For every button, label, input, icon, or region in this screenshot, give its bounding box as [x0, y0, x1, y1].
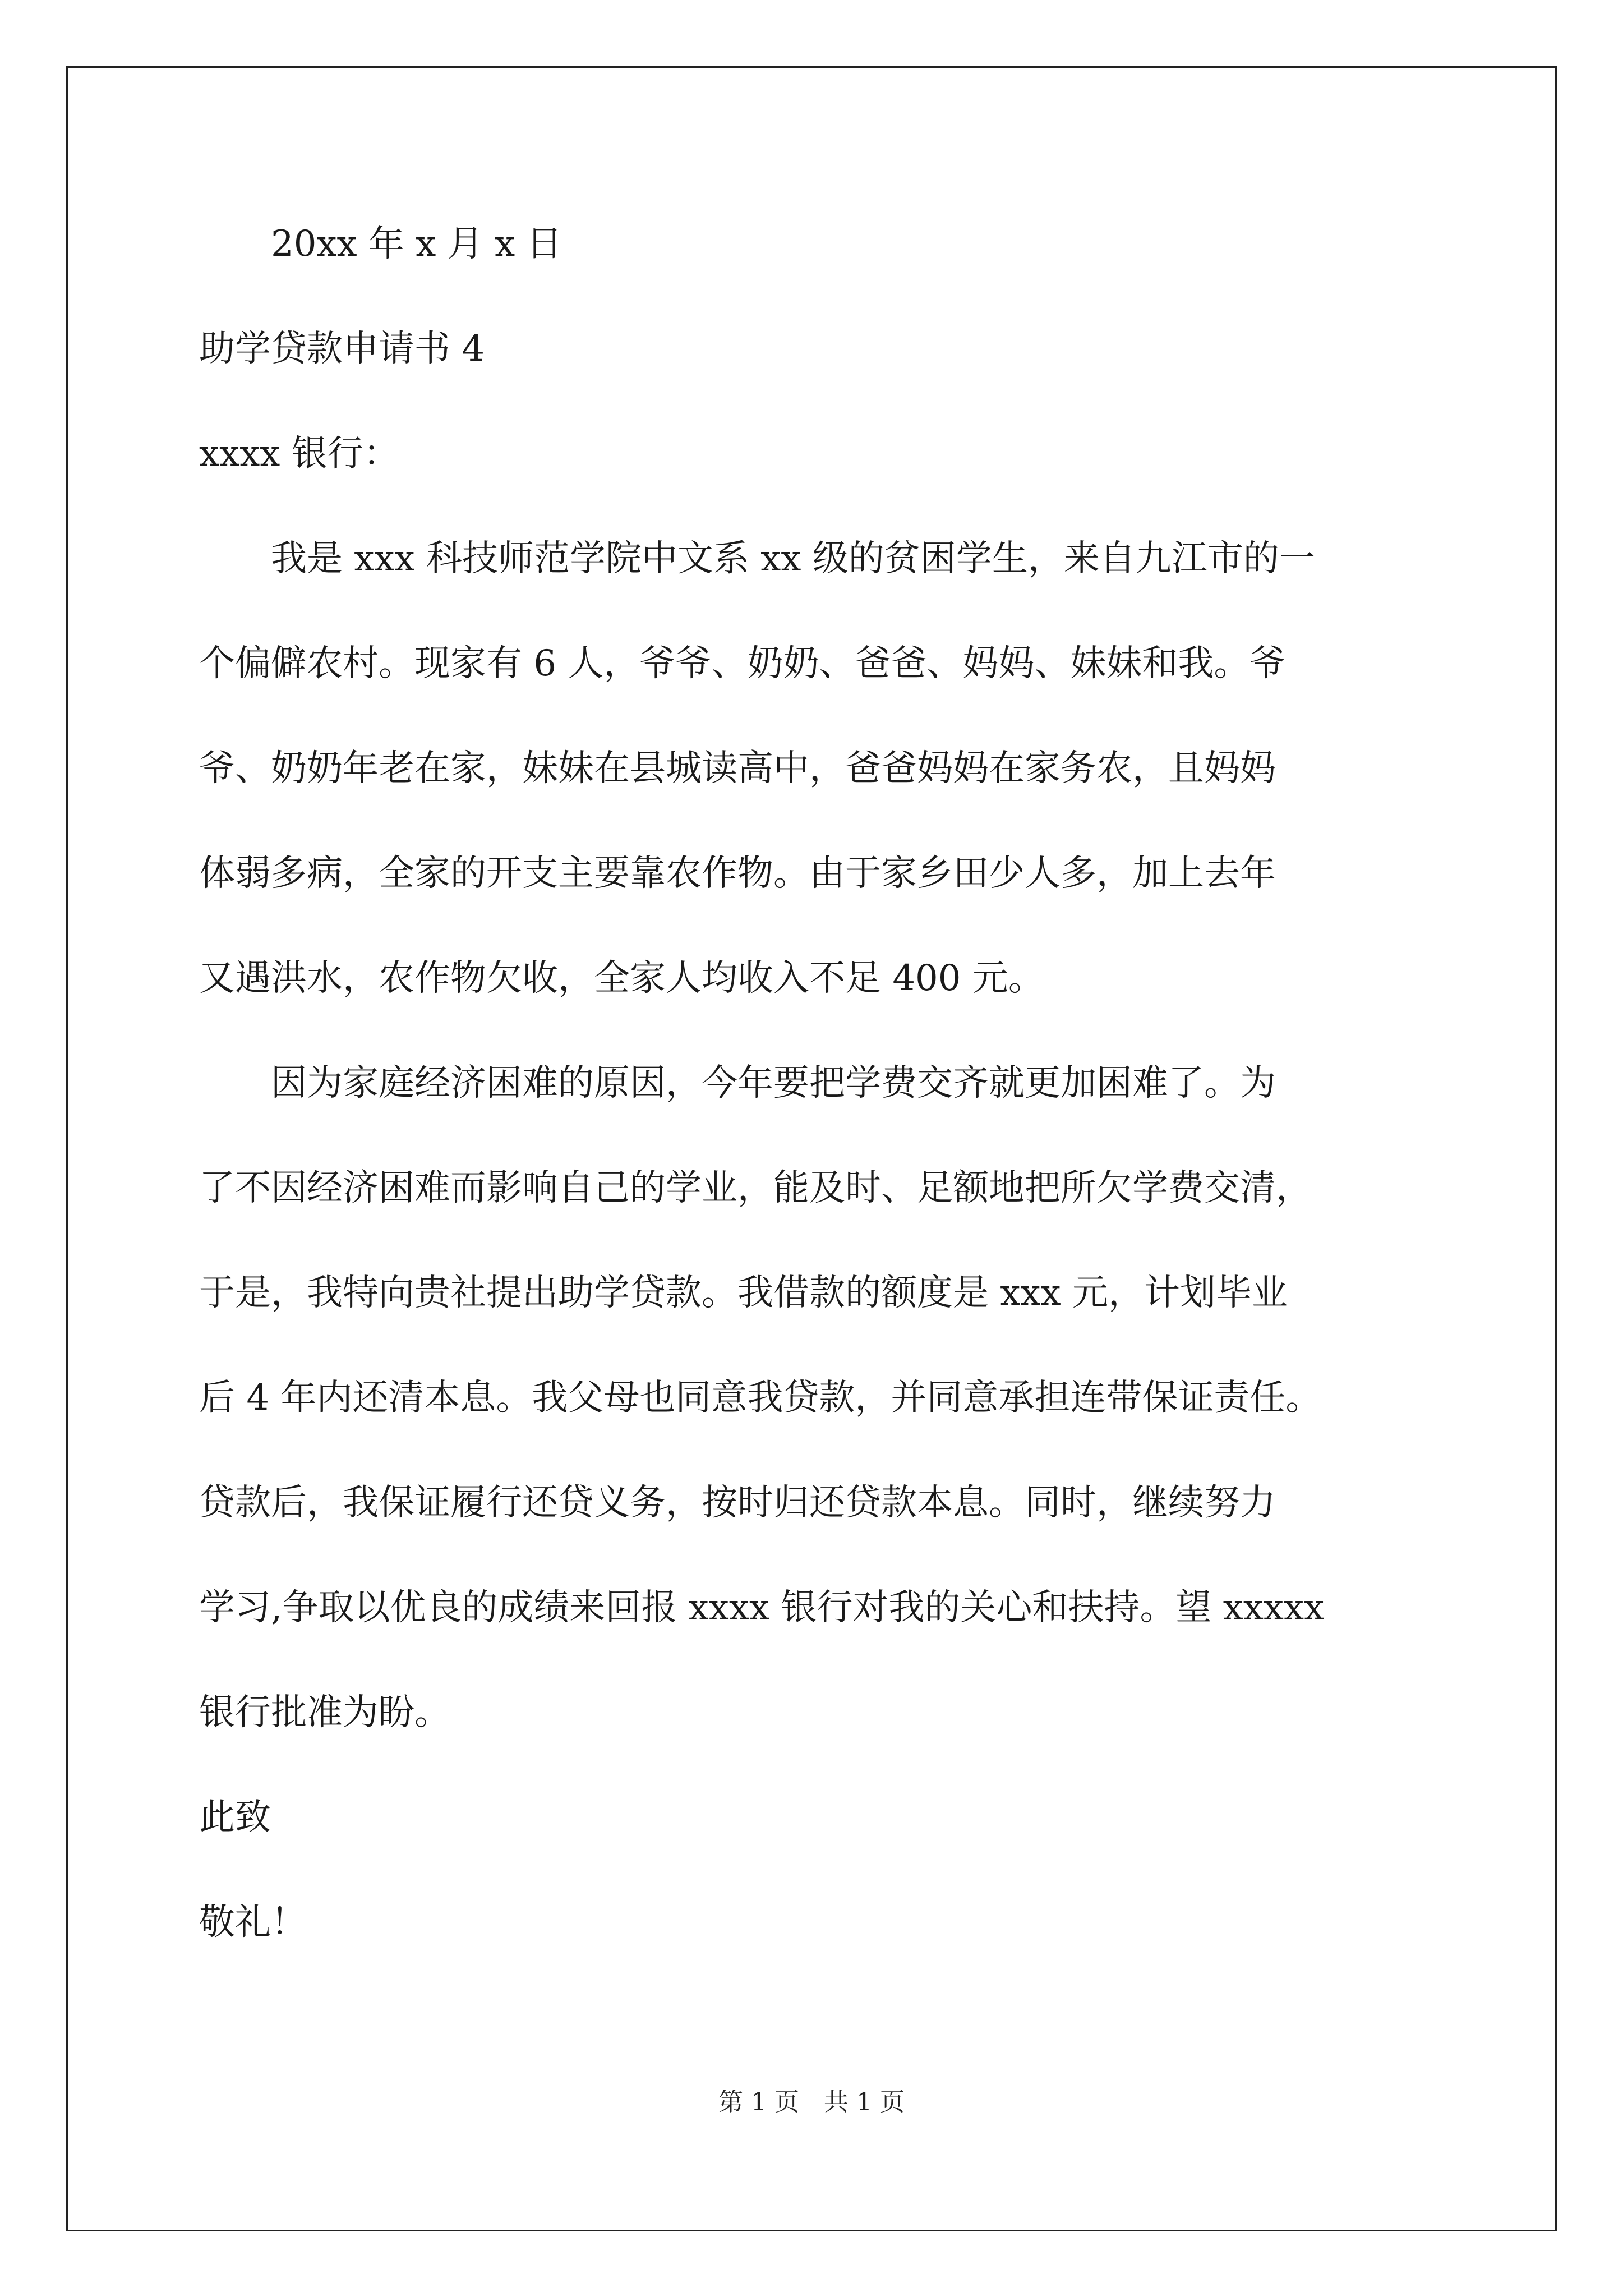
paragraph-line: 了不因经济困难而影响自己的学业，能及时、足额地把所欠学费交清， — [199, 1167, 1312, 1209]
paragraph-line: 因为家庭经济困难的原因，今年要把学费交齐就更加困难了。为 — [271, 1062, 1276, 1104]
salutation: xxxx 银行： — [199, 433, 399, 475]
date-line: 20xx 年 x 月 x 日 — [271, 223, 562, 265]
paragraph-line: 学习,争取以优良的成绩来回报 xxxx 银行对我的关心和扶持。望 xxxxx — [199, 1587, 1325, 1628]
closing-salute: 敬礼！ — [199, 1902, 307, 1943]
paragraph-line: 我是 xxx 科技师范学院中文系 xx 级的贫困学生，来自九江市的一 — [271, 538, 1315, 579]
paragraph-line: 个偏僻农村。现家有 6 人，爷爷、奶奶、爸爸、妈妈、妹妹和我。爷 — [199, 643, 1286, 684]
paragraph-line: 爷、奶奶年老在家，妹妹在县城读高中，爸爸妈妈在家务农，且妈妈 — [199, 748, 1276, 789]
document-heading: 助学贷款申请书 4 — [199, 328, 485, 370]
closing-phrase: 此致 — [199, 1797, 271, 1838]
paragraph-line: 于是，我特向贵社提出助学贷款。我借款的额度是 xxx 元，计划毕业 — [199, 1272, 1288, 1314]
paragraph-line: 后 4 年内还清本息。我父母也同意我贷款，并同意承担连带保证责任。 — [199, 1377, 1322, 1419]
paragraph-line: 银行批准为盼。 — [199, 1692, 450, 1733]
paragraph-line: 又遇洪水，农作物欠收，全家人均收入不足 400 元。 — [199, 958, 1044, 999]
page-number-footer: 第 1 页 共 1 页 — [718, 2088, 905, 2116]
paragraph-line: 体弱多病，全家的开支主要靠农作物。由于家乡田少人多，加上去年 — [199, 853, 1276, 894]
paragraph-line: 贷款后，我保证履行还贷义务，按时归还贷款本息。同时，继续努力 — [199, 1482, 1276, 1524]
